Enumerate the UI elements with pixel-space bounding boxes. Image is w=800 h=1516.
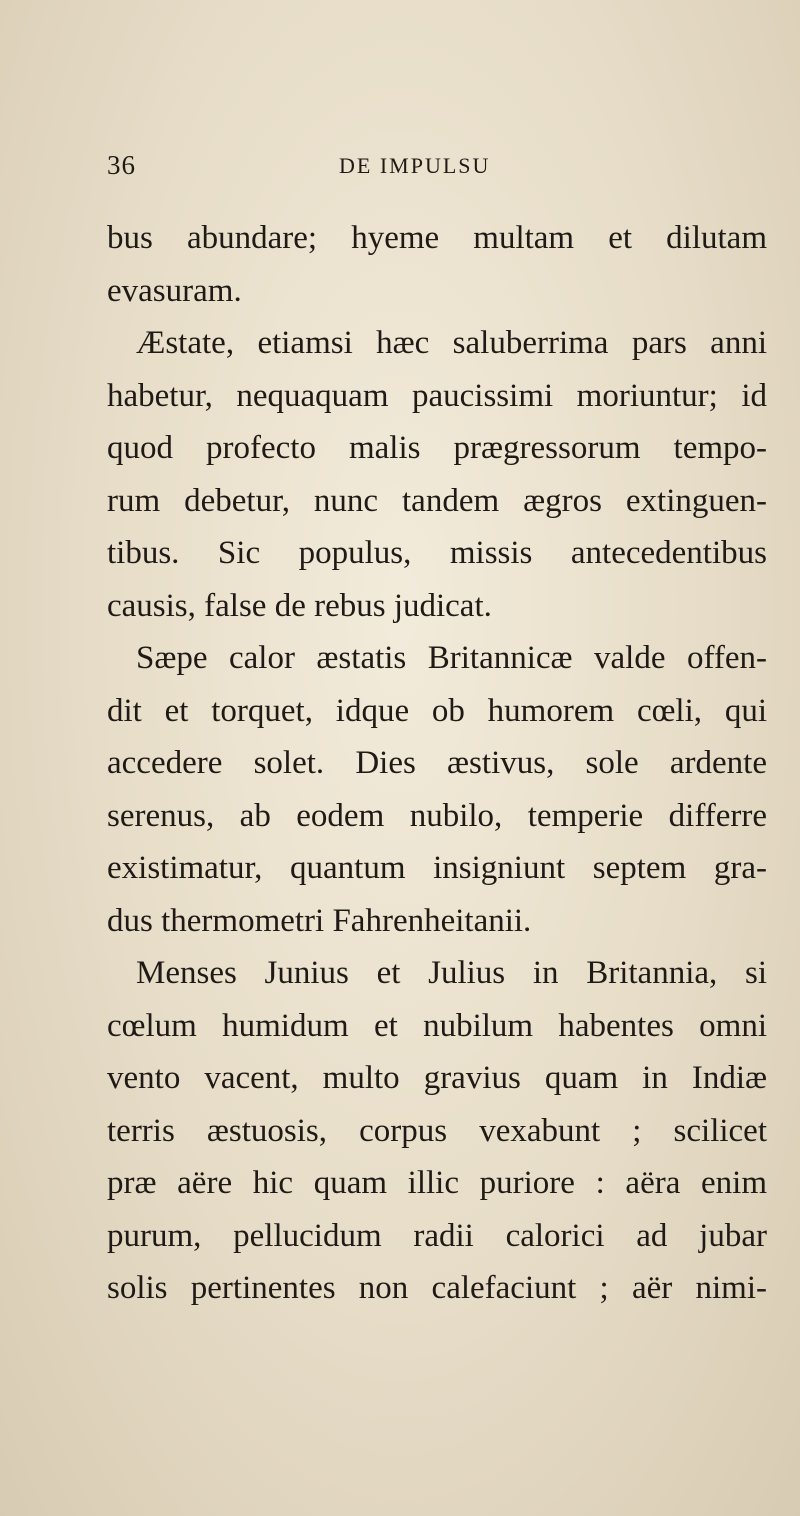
text-line: cœlum humidum et nubilum habentes omni	[107, 1007, 767, 1044]
body-text	[107, 212, 767, 1315]
text-line: rum debetur, nunc tandem ægros extinguen-	[107, 482, 767, 519]
text-line: Æstate, etiamsi hæc saluberrima pars anni	[136, 325, 767, 361]
text-line: purum, pellucidum radii calorici ad jubar	[107, 1217, 767, 1254]
text-line: causis, false de rebus judicat.	[107, 587, 492, 624]
text-line: præ aëre hic quam illic puriore : aëra enim	[107, 1165, 767, 1201]
text-line: bus abundare; hyeme multam et dilutam	[107, 220, 767, 256]
text-line: Menses Junius et Julius in Britannia, si	[136, 955, 767, 991]
text-line: tibus. Sic populus, missis antecedentibus	[107, 535, 767, 571]
page-header	[107, 150, 747, 190]
text-line: terris æstuosis, corpus vexabunt ; scilicet	[107, 1112, 767, 1149]
text-line: evasuram.	[107, 272, 242, 309]
text-line: dus thermometri Fahrenheitanii.	[107, 902, 532, 939]
page-number: 36	[107, 150, 136, 180]
text-line: vento vacent, multo gravius quam in Indiæ	[107, 1060, 767, 1096]
text-line: serenus, ab eodem nubilo, temperie differre	[107, 797, 767, 834]
running-head: DE IMPULSU	[339, 153, 491, 178]
text-line: solis pertinentes non calefaciunt ; aër nimi-	[107, 1270, 767, 1306]
text-line: habetur, nequaquam paucissimi moriuntur; id	[107, 377, 767, 414]
text-line: existimatur, quantum insigniunt septem gra-	[107, 850, 767, 886]
text-line: Sæpe calor æstatis Britannicæ valde offen-	[136, 640, 767, 676]
text-line: dit et torquet, idque ob humorem cœli, qui	[107, 692, 767, 729]
text-line: accedere solet. Dies æstivus, sole ardente	[107, 745, 767, 781]
text-line: quod profecto malis prægressorum tempo-	[107, 430, 767, 466]
